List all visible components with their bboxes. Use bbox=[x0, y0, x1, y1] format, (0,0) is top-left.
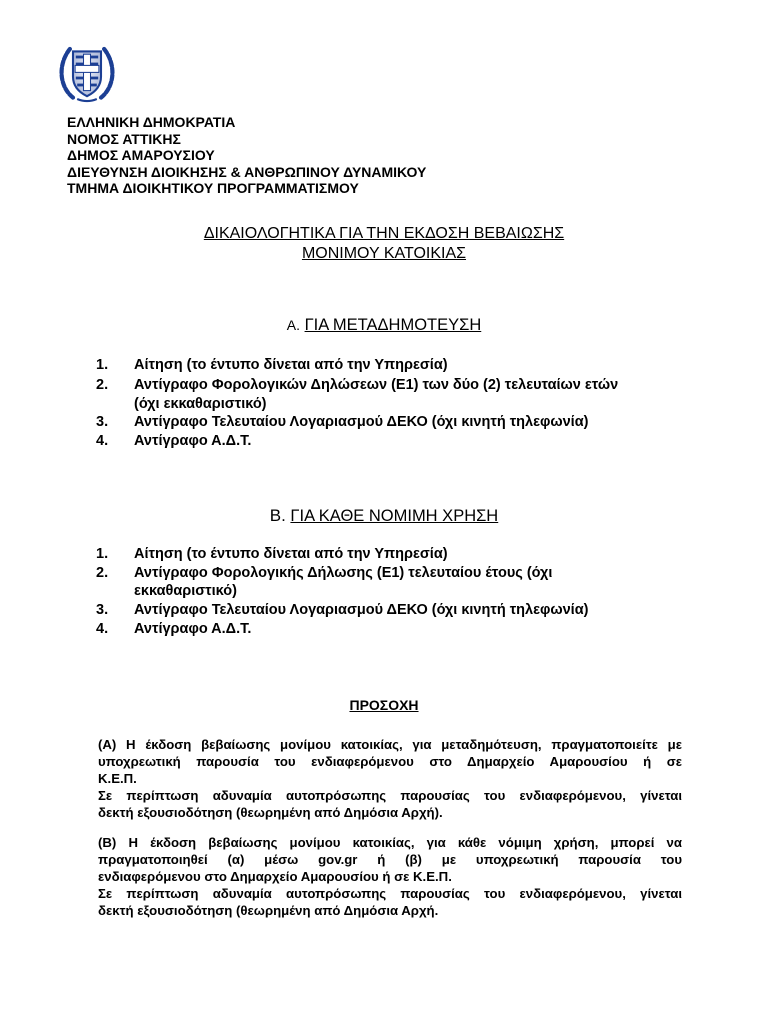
header-line: ΔΗΜΟΣ ΑΜΑΡΟΥΣΙΟΥ bbox=[67, 147, 215, 163]
list-item-text: (όχι εκκαθαριστικό) bbox=[134, 396, 267, 412]
list-item-number: 1. bbox=[96, 546, 109, 562]
list-item-number: 4. bbox=[96, 621, 109, 637]
header-line: ΤΜΗΜΑ ΔΙΟΙΚΗΤΙΚΟΥ ΠΡΟΓΡΑΜΜΑΤΙΣΜΟΥ bbox=[67, 180, 359, 196]
section-b-prefix: Β. bbox=[269, 506, 286, 525]
header-line: ΔΙΕΥΘΥΝΣΗ ΔΙΟΙΚΗΣΗΣ & ΑΝΘΡΩΠΙΝΟΥ ΔΥΝΑΜΙΚΟΥ bbox=[67, 163, 427, 180]
list-item-text: Αντίγραφο Α.Δ.Τ. bbox=[134, 621, 252, 637]
list-item-text: Αντίγραφο Τελευταίου Λογαριασμού ΔΕΚΟ (όχι κινητή τηλεφωνία) bbox=[134, 414, 589, 430]
note-b bbox=[98, 834, 682, 919]
list-item-text: Αντίγραφο Φορολογικής Δήλωσης (Ε1) τελευταίου έτους (όχι bbox=[134, 565, 553, 581]
note-a-paragraph-1: (Α) Η έκδοση βεβαίωσης μονίμου κατοικίας, για μεταδημότευση, πραγματοποιείτε με υποχρεωτική παρουσία του ενδιαφερόμενου στο Δημαρχείο Αμαρουσίου ή σε bbox=[98, 737, 682, 769]
section-a-prefix: Α. bbox=[286, 317, 300, 333]
title-line-2: ΜΟΝΙΜΟΥ ΚΑΤΟΙΚΙΑΣ bbox=[301, 245, 467, 262]
title-line-1: ΔΙΚΑΙΟΛΟΓΗΤΙΚΑ ΓΙΑ ΤΗΝ ΕΚΔΟΣΗ ΒΕΒΑΙΩΣΗΣ bbox=[203, 225, 565, 242]
section-b-title: ΓΙΑ ΚΑΘΕ ΝΟΜΙΜΗ ΧΡΗΣΗ bbox=[290, 507, 499, 525]
greek-coat-of-arms-icon bbox=[52, 36, 122, 106]
note-b-paragraph-2: Σε περίπτωση αδυναμία αυτοπρόσωπης παρουσίας του ενδιαφερόμενου, γίνεται bbox=[98, 886, 682, 901]
note-a-paragraph-1-end: Κ.Ε.Π. bbox=[98, 771, 137, 786]
section-a-title: ΓΙΑ ΜΕΤΑΔΗΜΟΤΕΥΣΗ bbox=[304, 316, 482, 334]
list-item-text: Αντίγραφο Φορολογικών Δηλώσεων (Ε1) των δύο (2) τελευταίων ετών bbox=[134, 377, 619, 393]
list-item-number: 4. bbox=[96, 433, 109, 449]
attention-heading: ΠΡΟΣΟΧΗ bbox=[349, 697, 419, 713]
header-line: ΝΟΜΟΣ ΑΤΤΙΚΗΣ bbox=[67, 130, 181, 147]
list-item-text: Αίτηση (το έντυπο δίνεται από την Υπηρεσία) bbox=[134, 357, 448, 373]
list-item-number: 3. bbox=[96, 602, 109, 618]
section-b-heading bbox=[0, 506, 768, 526]
list-item-text: Αίτηση (το έντυπο δίνεται από την Υπηρεσία) bbox=[134, 546, 448, 562]
list-item-number: 2. bbox=[96, 377, 109, 393]
note-b-paragraph-1-end: ενδιαφερόμενου στο Δημαρχείο Αμαρουσίου ή σε Κ.Ε.Π. bbox=[98, 869, 452, 884]
note-b-paragraph-2-end: δεκτή εξουσιοδότηση (θεωρημένη από Δημόσια Αρχή. bbox=[98, 903, 439, 918]
note-a-paragraph-2-end: δεκτή εξουσιοδότηση (θεωρημένη από Δημόσια Αρχή). bbox=[98, 805, 443, 820]
note-a-paragraph-2: Σε περίπτωση αδυναμία αυτοπρόσωπης παρουσίας του ενδιαφερόμενου, γίνεται bbox=[98, 788, 682, 803]
list-item-text: Αντίγραφο Τελευταίου Λογαριασμού ΔΕΚΟ (όχι κινητή τηλεφωνία) bbox=[134, 602, 589, 618]
note-a bbox=[98, 736, 682, 821]
section-a-heading bbox=[0, 316, 768, 335]
list-item-number: 3. bbox=[96, 414, 109, 430]
header-line: ΕΛΛΗΝΙΚΗ ΔΗΜΟΚΡΑΤΙΑ bbox=[67, 114, 236, 130]
document-title bbox=[0, 224, 768, 264]
note-b-paragraph-1: (Β) Η έκδοση βεβαίωσης μονίμου κατοικίας, για κάθε νόμιμη χρήση, μπορεί να πραγματοποιηθεί (α) μέσω gov.gr ή (β) με υποχρεωτική παρουσία του bbox=[98, 835, 682, 867]
list-item-text: εκκαθαριστικό) bbox=[134, 583, 237, 599]
list-item-number: 2. bbox=[96, 565, 109, 581]
list-item-number: 1. bbox=[96, 357, 109, 373]
issuer-header bbox=[67, 114, 426, 197]
list-item-text: Αντίγραφο Α.Δ.Τ. bbox=[134, 433, 252, 449]
